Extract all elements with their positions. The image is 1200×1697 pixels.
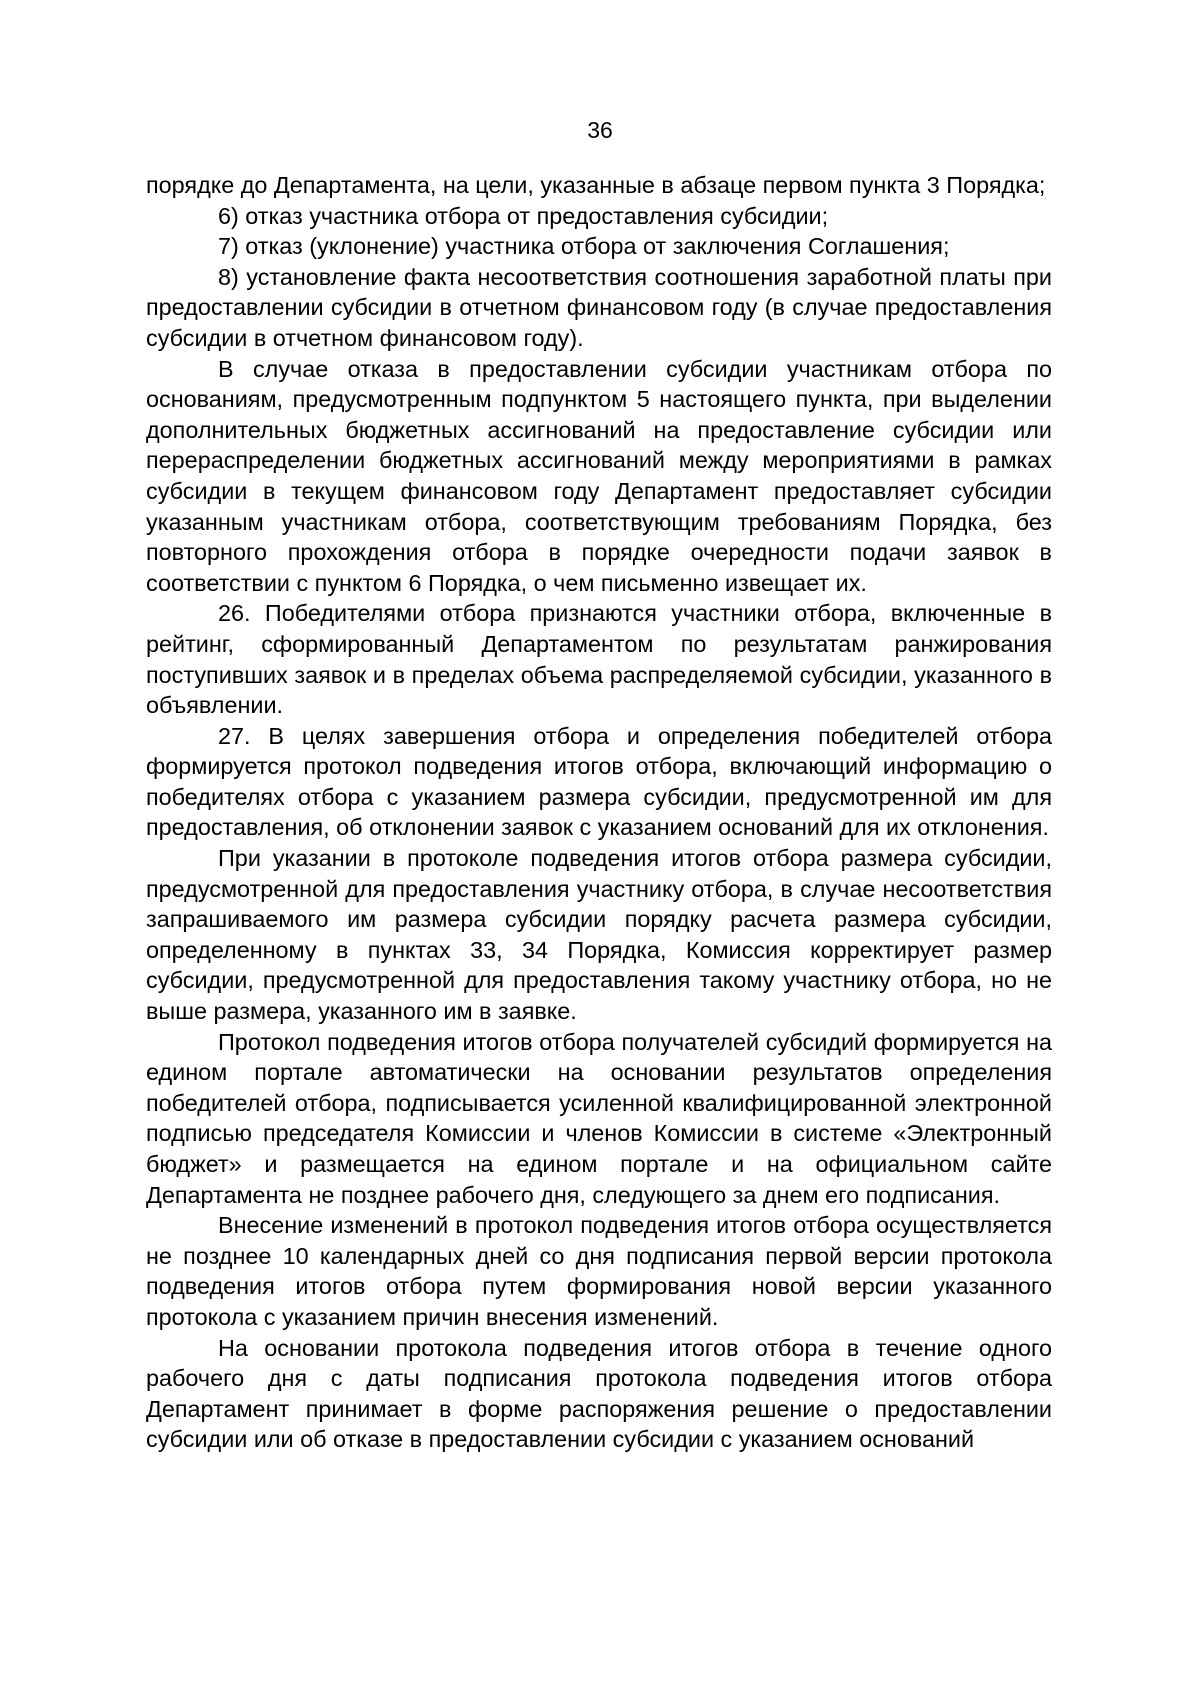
clause-26: 26. Победителями отбора признаются участники отбора, включенные в рейтинг, сформированный Департаментом по результатам ранжирования поступивших заявок и в пределах объема распределяемой субсидии, указанного в объявлении. — [146, 600, 1052, 719]
paragraph-protocol: Протокол подведения итогов отбора получателей субсидий формируется на едином портале автоматически на основании результатов определения победителей отбора, подписывается усиленной квалифицированной электронной подписью председателя Комиссии и членов Комиссии в системе «Электронный бюджет» и размещается на едином портале и на официальном сайте Департамента не позднее рабочего дня, следующего за днем его подписания. — [146, 1028, 1052, 1208]
list-item-7: 7) отказ (уклонение) участника отбора от заключения Соглашения; — [218, 233, 950, 260]
paragraph-refusal-case: В случае отказа в предоставлении субсидии участникам отбора по основаниям, предусмотренным подпунктом 5 настоящего пункта, при выделении дополнительных бюджетных ассигнований на предоставление субсидии или перераспределении бюджетных ассигнований между мероприятиями в рамках субсидии в текущем финансовом году Департамент предоставляет субсидии указанным участникам отбора, соответствующим требованиям Порядка, без повторного прохождения отбора в порядке очередности подачи заявок в соответствии с пунктом 6 Порядка, о чем письменно извещает их. — [146, 355, 1052, 596]
page-number: 36 — [587, 117, 613, 143]
paragraph-decision: На основании протокола подведения итогов отбора в течение одного рабочего дня с даты подписания протокола подведения итогов отбора Департамент принимает в форме распоряжения решение о предоставлении субсидии или об отказе в предоставлении субсидии с указанием оснований — [146, 1334, 1052, 1453]
paragraph-subsidy-size: При указании в протоколе подведения итогов отбора размера субсидии, предусмотренной для предоставления участнику отбора, в случае несоответствия запрашиваемого им размера субсидии порядку расчета размера субсидии, определенному в пунктах 33, 34 Порядка, Комиссия корректирует размер субсидии, предусмотренной для предоставления такому участнику отбора, но не выше размера, указанного им в заявке. — [146, 845, 1052, 1025]
clause-27: 27. В целях завершения отбора и определения победителей отбора формируется протокол подведения итогов отбора, включающий информацию о победителях отбора с указанием размера субсидии, предусмотренной им для предоставления, об отклонении заявок с указанием оснований для их отклонения. — [146, 722, 1052, 841]
list-item-8: 8) установление факта несоответствия соотношения заработной платы при предоставлении субсидии в отчетном финансовом году (в случае предоставления субсидии в отчетном финансовом году). — [146, 263, 1052, 351]
list-item-6: 6) отказ участника отбора от предоставления субсидии; — [218, 202, 829, 229]
document-body — [146, 170, 1052, 1455]
paragraph-protocol-changes: Внесение изменений в протокол подведения итогов отбора осуществляется не позднее 10 календарных дней со дня подписания первой версии протокола подведения итогов отбора путем формирования новой версии указанного протокола с указанием причин внесения изменений. — [146, 1212, 1052, 1330]
paragraph-continuation: порядке до Департамента, на цели, указанные в абзаце первом пункта 3 Порядка; — [146, 172, 1046, 198]
